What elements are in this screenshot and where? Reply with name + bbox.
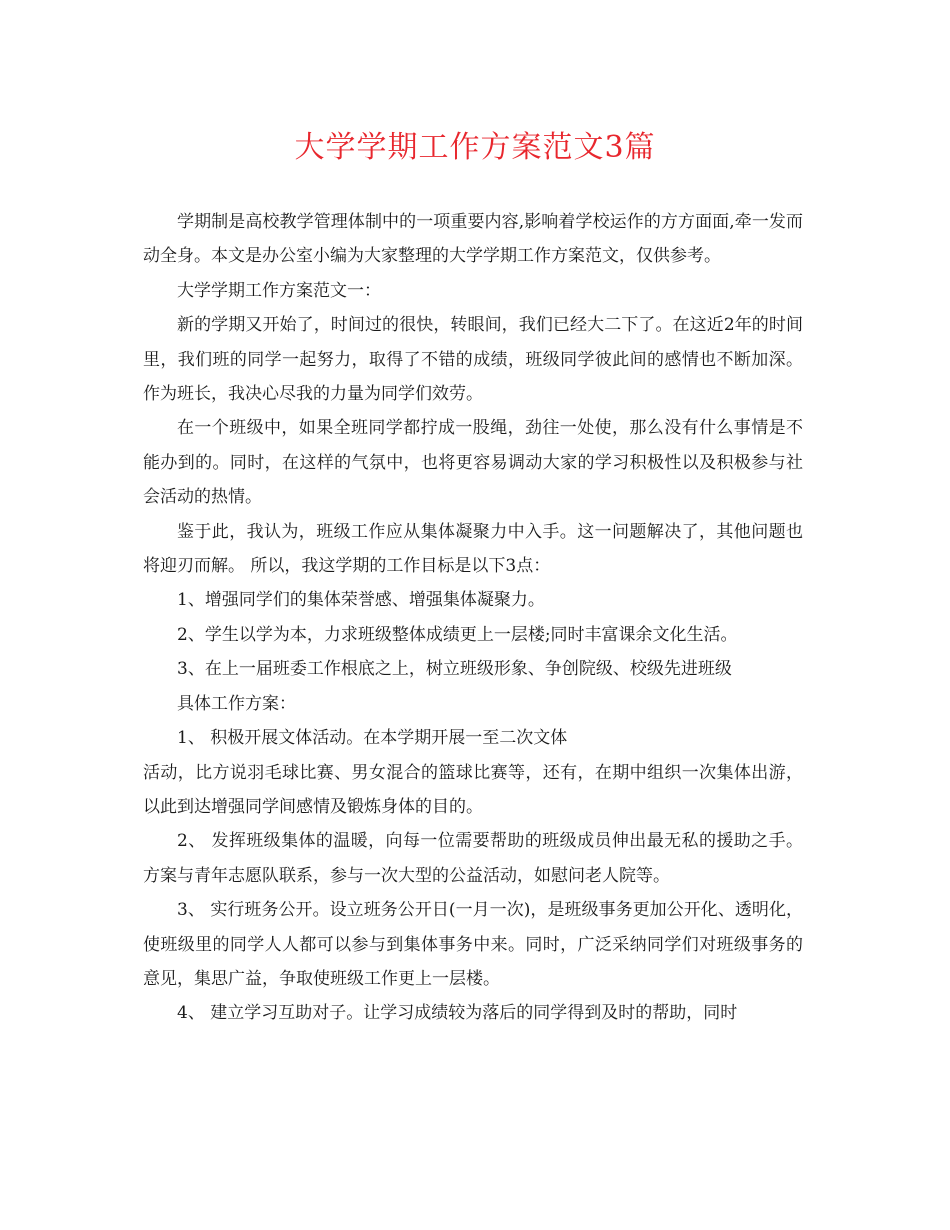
subheading: 具体工作方案： xyxy=(177,693,296,714)
plan-item: 4、 建立学习互助对子。让学习成绩较为落后的同学得到及时的帮助，同时 xyxy=(177,1003,738,1024)
intro-paragraph: 学期制是高校教学管理体制中的一项重要内容,影响着学校运作的方方面面,牵一发而动全身。本文是办公室小编为大家整理的大学学期工作方案范文，仅供参考。 xyxy=(143,212,803,267)
plan-item: 2、 发挥班级集体的温暖，向每一位需要帮助的班级成员伸出最无私的援助之手。方案与青年志愿队联系，参与一次大型的公益活动，如慰问老人院等。 xyxy=(143,831,803,886)
plan-item-continuation: 活动，比方说羽毛球比赛、男女混合的篮球比赛等，还有，在期中组织一次集体出游，以此到达增强同学间感情及锻炼身体的目的。 xyxy=(143,762,803,817)
plan-item: 1、 积极开展文体活动。在本学期开展一至二次文体 xyxy=(177,728,568,749)
goal-item: 1、增强同学们的集体荣誉感、增强集体凝聚力。 xyxy=(177,590,545,611)
goal-item: 3、在上一届班委工作根底之上，树立班级形象、争创院级、校级先进班级 xyxy=(177,659,732,680)
paragraph: 鉴于此，我认为，班级工作应从集体凝聚力中入手。这一问题解决了，其他问题也将迎刃而解。 所以，我这学期的工作目标是以下3点： xyxy=(143,521,803,577)
paragraph: 新的学期又开始了，时间过的很快，转眼间，我们已经大二下了。在这近2年的时间里，我们班的同学一起努力，取得了不错的成绩，班级同学彼此间的感情也不断加深。作为班长，我决心尽我的力量为同学们效劳。 xyxy=(143,315,803,405)
document-body xyxy=(143,205,803,1031)
paragraph: 在一个班级中，如果全班同学都拧成一股绳，劲往一处使，那么没有什么事情是不能办到的。同时，在这样的气氛中，也将更容易调动大家的学习积极性以及积极参与社会活动的热情。 xyxy=(143,418,803,508)
plan-item: 3、 实行班务公开。设立班务公开日(一月一次)，是班级事务更加公开化、透明化，使班级里的同学人人都可以参与到集体事务中来。同时，广泛采纳同学们对班级事务的意见，集思广益，争取使班级工作更上一层楼。 xyxy=(143,900,803,989)
document-title: 大学学期工作方案范文3篇 xyxy=(294,130,656,165)
section-heading: 大学学期工作方案范文一： xyxy=(177,280,381,301)
goal-item: 2、学生以学为本，力求班级整体成绩更上一层楼;同时丰富课余文化生活。 xyxy=(177,624,738,645)
